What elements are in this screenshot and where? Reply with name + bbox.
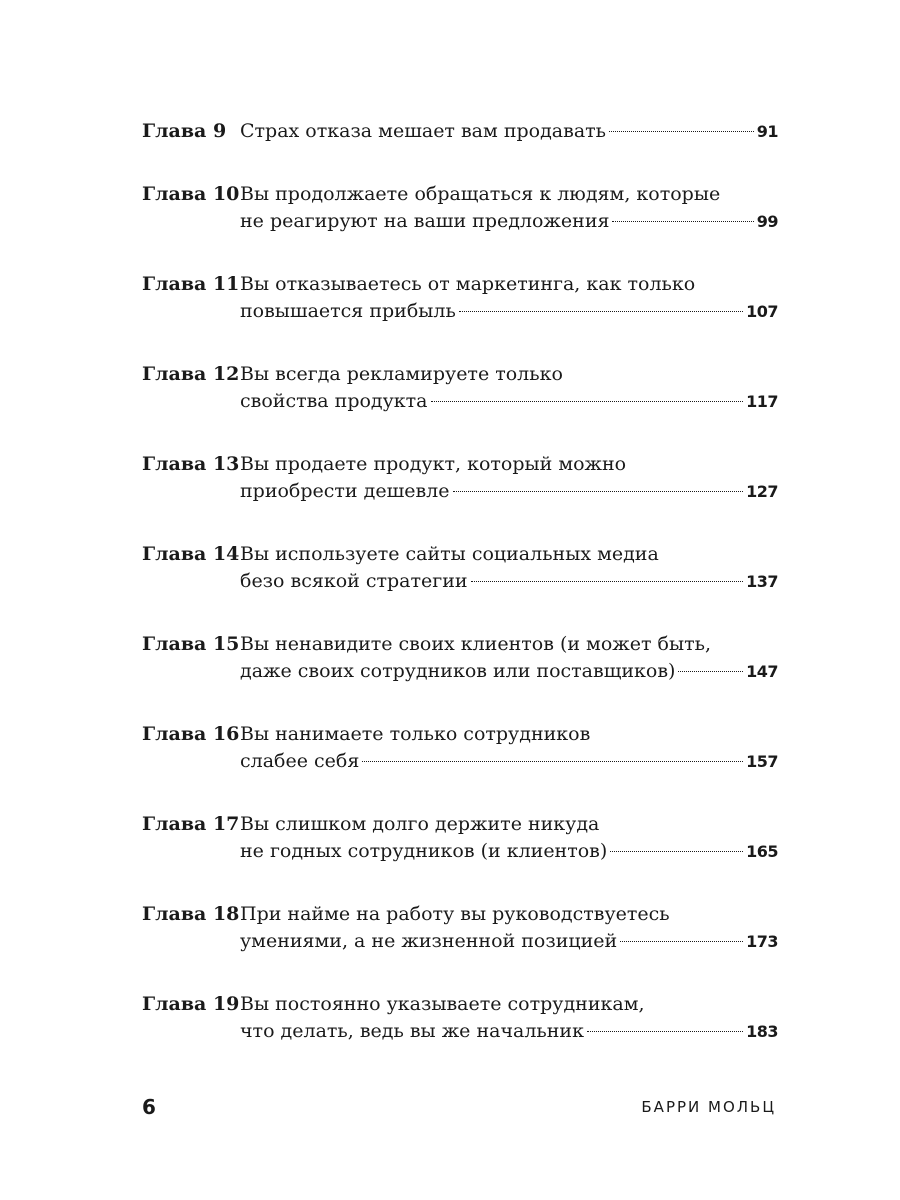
toc-entry: [142, 631, 778, 685]
dot-leader: [459, 311, 743, 312]
toc-entry: [142, 991, 778, 1045]
chapter-label: Глава 14: [142, 543, 240, 565]
toc-entry: [142, 361, 778, 415]
dot-leader: [587, 1031, 743, 1032]
chapter-title-last-line: [240, 208, 778, 235]
toc-entry: [142, 541, 778, 595]
chapter-title-line: При найме на работу вы руководствуетесь: [240, 903, 670, 925]
dot-leader: [610, 851, 743, 852]
chapter-title-line: Вы нанимаете только сотрудников: [240, 723, 591, 745]
chapter-title-text: не годных сотрудников (и клиентов): [240, 840, 608, 862]
table-of-contents: [142, 118, 778, 1081]
chapter-label: Глава 13: [142, 453, 240, 475]
chapter-label: Глава 9: [142, 120, 227, 142]
toc-entry: [142, 118, 778, 145]
chapter-title-text: умениями, а не жизненной позицией: [240, 930, 618, 952]
dot-leader: [620, 941, 743, 942]
page-number: 147: [746, 662, 778, 681]
chapter-title-line: Вы всегда рекламируете только: [240, 363, 563, 385]
chapter-title: [240, 541, 778, 595]
chapter-title-line: Вы используете сайты социальных медиа: [240, 543, 659, 565]
chapter-title-text: слабее себя: [240, 750, 360, 772]
toc-entry: [142, 451, 778, 505]
page-number: 137: [746, 572, 778, 591]
chapter-title-line: Вы постоянно указываете сотрудникам,: [240, 993, 645, 1015]
chapter-title-text: безо всякой стратегии: [240, 570, 468, 592]
page-number: 99: [756, 212, 778, 231]
chapter-label: Глава 16: [142, 723, 240, 745]
page-number: 117: [746, 392, 778, 411]
toc-entry: [142, 271, 778, 325]
page-number: 91: [756, 122, 778, 141]
chapter-title-line: Вы отказываетесь от маркетинга, как только: [240, 273, 696, 295]
chapter-title-text: даже своих сотрудников или поставщиков): [240, 660, 676, 682]
page-number: 183: [746, 1022, 778, 1041]
chapter-title-line: Вы ненавидите своих клиентов (и может быть,: [240, 633, 712, 655]
chapter-title: [240, 631, 778, 685]
chapter-title-last-line: [240, 748, 778, 775]
chapter-title-text: повышается прибыль: [240, 300, 456, 322]
dot-leader: [471, 581, 744, 582]
page-number: 107: [746, 302, 778, 321]
chapter-title-last-line: [240, 658, 778, 685]
chapter-title-last-line: [240, 478, 778, 505]
toc-entry: [142, 181, 778, 235]
chapter-title-text: свойства продукта: [240, 390, 428, 412]
chapter-title-last-line: [240, 568, 778, 595]
dot-leader: [431, 401, 744, 402]
chapter-title: [240, 991, 778, 1045]
chapter-title-last-line: [240, 1018, 778, 1045]
page-number: 165: [746, 842, 778, 861]
toc-entry: [142, 901, 778, 955]
footer-page-number: 6: [142, 1095, 156, 1119]
chapter-title-last-line: [240, 838, 778, 865]
chapter-title: [240, 811, 778, 865]
chapter-title-line: Вы продаете продукт, который можно: [240, 453, 627, 475]
chapter-title-last-line: [240, 118, 778, 145]
chapter-title: [240, 118, 778, 145]
dot-leader: [453, 491, 744, 492]
page-number: 127: [746, 482, 778, 501]
page-number: 173: [746, 932, 778, 951]
chapter-label: Глава 18: [142, 903, 240, 925]
chapter-title-text: приобрести дешевле: [240, 480, 450, 502]
chapter-title: [240, 901, 778, 955]
chapter-title-line: Вы слишком долго держите никуда: [240, 813, 600, 835]
chapter-title: [240, 361, 778, 415]
chapter-label: Глава 10: [142, 183, 240, 205]
chapter-label: Глава 19: [142, 993, 240, 1015]
chapter-label: Глава 15: [142, 633, 240, 655]
chapter-title-text: Страх отказа мешает вам продавать: [240, 120, 607, 142]
chapter-label: Глава 11: [142, 273, 240, 295]
chapter-title-text: что делать, ведь вы же начальник: [240, 1020, 584, 1042]
chapter-title-last-line: [240, 928, 778, 955]
dot-leader: [609, 131, 754, 132]
page-number: 157: [746, 752, 778, 771]
toc-entry: [142, 721, 778, 775]
chapter-title: [240, 181, 778, 235]
chapter-title: [240, 721, 778, 775]
chapter-title-text: не реагируют на ваши предложения: [240, 210, 610, 232]
chapter-label: Глава 17: [142, 813, 240, 835]
chapter-title-line: Вы продолжаете обращаться к людям, которые: [240, 183, 721, 205]
chapter-title: [240, 451, 778, 505]
toc-entry: [142, 811, 778, 865]
chapter-label: Глава 12: [142, 363, 240, 385]
chapter-title: [240, 271, 778, 325]
chapter-title-last-line: [240, 298, 778, 325]
dot-leader: [678, 671, 743, 672]
footer-author: БАРРИ МОЛЬЦ: [641, 1098, 776, 1116]
chapter-title-last-line: [240, 388, 778, 415]
dot-leader: [612, 221, 753, 222]
dot-leader: [362, 761, 743, 762]
